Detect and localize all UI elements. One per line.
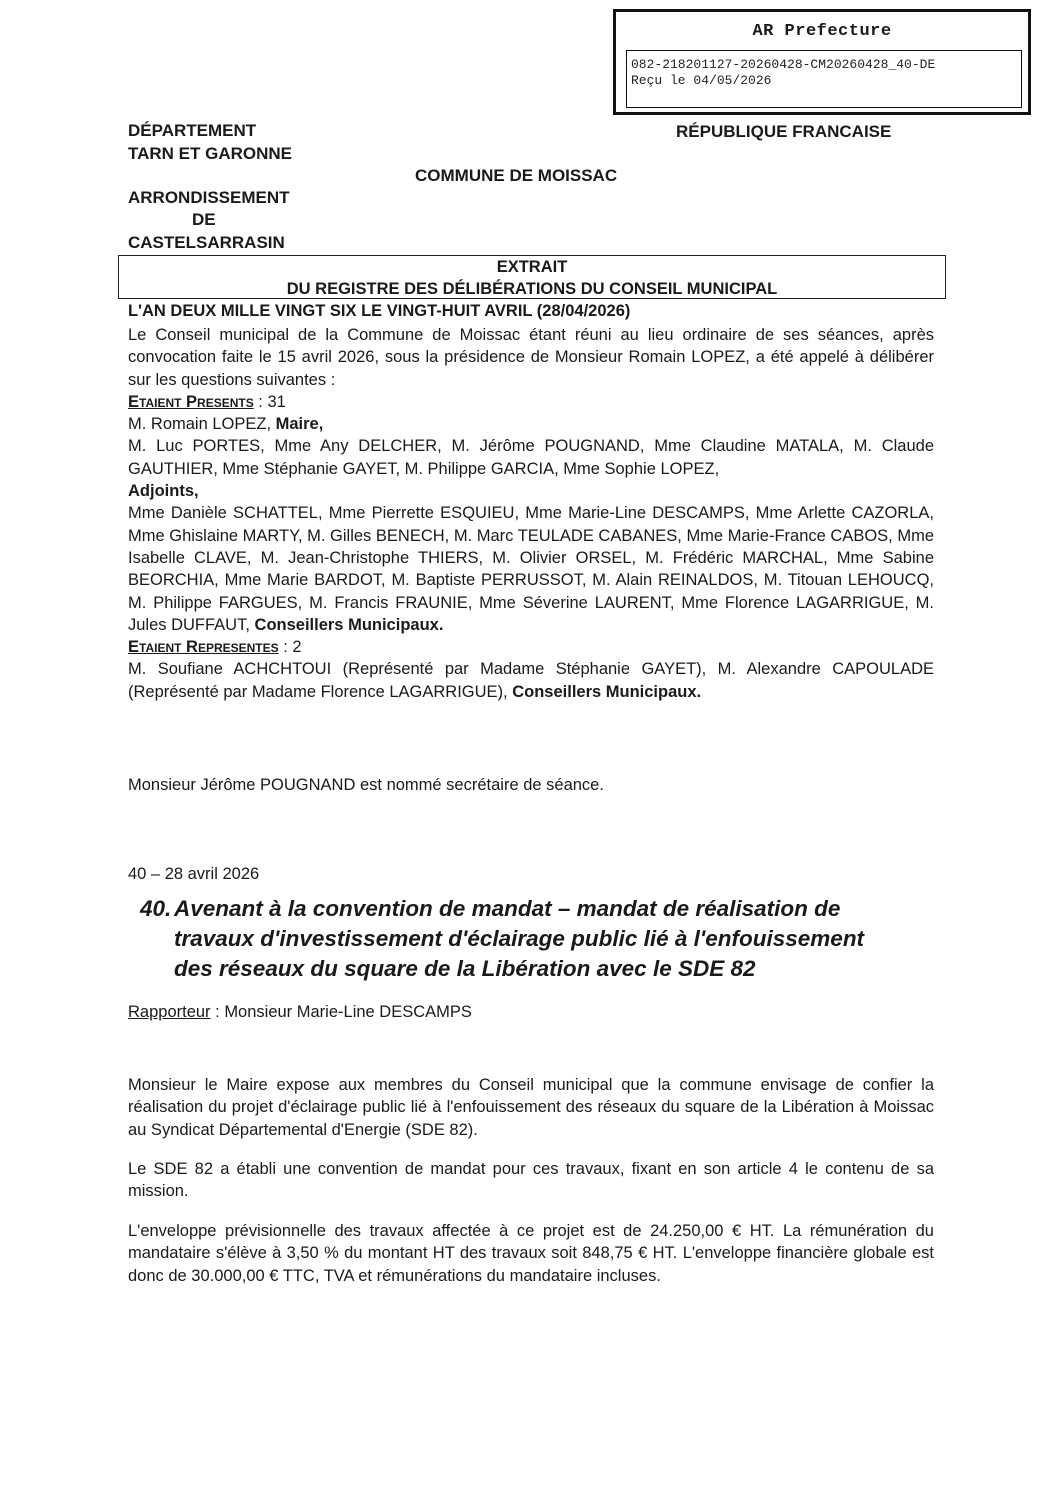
prefecture-stamp bbox=[613, 9, 1031, 115]
conseillers-names: Mme Danièle SCHATTEL, Mme Pierrette ESQUIEU, Mme Marie-Line DESCAMPS, Mme Arlette CAZORLA, Mme Ghislaine MARTY, M. Gilles BENECH, M. Marc TEULADE CABANES, Mme Marie-France CABOS, Mme Isabelle CLAVE, M. Jean-Christophe THIERS, M. Olivier ORSEL, M. Frédéric MARCHAL, Mme Sabine BEORCHIA, Mme Marie BARDOT, M. Baptiste PERRUSSOT, M. Alain REINALDOS, M. Titouan LEHOUCQ, M. Philippe FARGUES, M. Francis FRAUNIE, Mme Séverine LAURENT, Mme Florence LAGARRIGUE, M. Jules DUFFAUT, bbox=[128, 504, 934, 634]
representes-heading bbox=[128, 636, 934, 658]
commune-label: COMMUNE DE MOISSAC bbox=[415, 166, 618, 185]
adjoints-list: M. Luc PORTES, Mme Any DELCHER, M. Jérôme POUGNAND, Mme Claudine MATALA, M. Claude GAUTHIER, Mme Stéphanie GAYET, M. Philippe GARCIA, Mme Sophie LOPEZ, bbox=[128, 437, 934, 478]
rapporteur-value: : Monsieur Marie-Line DESCAMPS bbox=[210, 1003, 472, 1021]
title-line-2: travaux d'investissement d'éclairage public lié à l'enfouissement bbox=[174, 926, 865, 951]
paragraph-2: Le SDE 82 a établi une convention de mandat pour ces travaux, fixant en son article 4 le contenu de sa mission. bbox=[128, 1160, 934, 1201]
conseillers-role: Conseillers Municipaux. bbox=[254, 615, 444, 634]
minutes-body bbox=[128, 324, 934, 703]
representes-count: : 2 bbox=[278, 638, 302, 657]
arrondissement-label: ARRONDISSEMENT bbox=[128, 188, 290, 207]
representes-names: M. Soufiane ACHCHTOUI (Représenté par Madame Stéphanie GAYET), M. Alexandre CAPOULADE (Représenté par Madame Florence LAGARRIGUE), bbox=[128, 660, 934, 701]
stamp-received-date: Reçu le 04/05/2026 bbox=[631, 73, 772, 88]
maire-role: Maire, bbox=[275, 415, 324, 434]
deliberation-title bbox=[140, 894, 940, 984]
secretaire-line: Monsieur Jérôme POUGNAND est nommé secrétaire de séance. bbox=[128, 776, 604, 794]
presents-heading bbox=[128, 391, 934, 413]
representes-list bbox=[128, 658, 934, 703]
departement-label: DÉPARTEMENT bbox=[128, 121, 257, 140]
extrait-title: EXTRAIT bbox=[496, 258, 568, 276]
extrait-subtitle: DU REGISTRE DES DÉLIBÉRATIONS DU CONSEIL MUNICIPAL bbox=[286, 280, 778, 298]
maire-line bbox=[128, 413, 934, 435]
title-line-1: Avenant à la convention de mandat – mandat de réalisation de bbox=[174, 896, 841, 921]
presents-label: Etaient Presents bbox=[128, 392, 254, 411]
departement-name: TARN ET GARONNE bbox=[128, 144, 293, 163]
extrait-box bbox=[118, 255, 946, 299]
deliberation-reference: 40 – 28 avril 2026 bbox=[128, 865, 260, 883]
rapporteur-line bbox=[128, 1003, 472, 1022]
adjoints-role: Adjoints, bbox=[128, 482, 199, 501]
representes-label: Etaient Representes bbox=[128, 638, 279, 657]
rapporteur-label: Rapporteur bbox=[128, 1003, 211, 1021]
arrondissement-de: DE bbox=[192, 210, 216, 229]
maire-name: M. Romain LOPEZ, bbox=[128, 415, 276, 434]
republique-label: RÉPUBLIQUE FRANCAISE bbox=[676, 122, 892, 141]
paragraph-1: Monsieur le Maire expose aux membres du Conseil municipal que la commune envisage de confier la réalisation du projet d'éclairage public lié à l'enfouissement des réseaux du square de la Libération à Moissac au Syndicat Départemental d'Energie (SDE 82). bbox=[128, 1076, 934, 1139]
arrondissement-name: CASTELSARRASIN bbox=[128, 233, 285, 252]
title-line-3: des réseaux du square de la Libération avec le SDE 82 bbox=[174, 956, 756, 981]
stamp-title: AR Prefecture bbox=[752, 22, 892, 41]
intro-paragraph: Le Conseil municipal de la Commune de Moissac étant réuni au lieu ordinaire de ses séances, après convocation faite le 15 avril 2026, sous la présidence de Monsieur Romain LOPEZ, a été appelé à délibérer sur les questions suivantes : bbox=[128, 326, 934, 389]
stamp-reference-box bbox=[626, 50, 1022, 108]
deliberation-number: 40. bbox=[140, 896, 172, 921]
departement-block bbox=[128, 119, 292, 165]
stamp-reference: 082-218201127-20260428-CM20260428_40-DE bbox=[631, 57, 936, 72]
presents-count: : 31 bbox=[253, 392, 286, 411]
paragraph-3: L'enveloppe prévisionnelle des travaux affectée à ce projet est de 24.250,00 € HT. La rémunération du mandataire s'élève à 3,50 % du montant HT des travaux soit 848,75 € HT. L'enveloppe financière globale est donc de 30.000,00 € TTC, TVA et rémunérations du mandataire incluses. bbox=[128, 1222, 934, 1285]
representes-role: Conseillers Municipaux. bbox=[512, 682, 702, 701]
session-date: L'AN DEUX MILLE VINGT SIX LE VINGT-HUIT AVRIL (28/04/2026) bbox=[128, 302, 631, 320]
conseillers-list bbox=[128, 502, 934, 636]
